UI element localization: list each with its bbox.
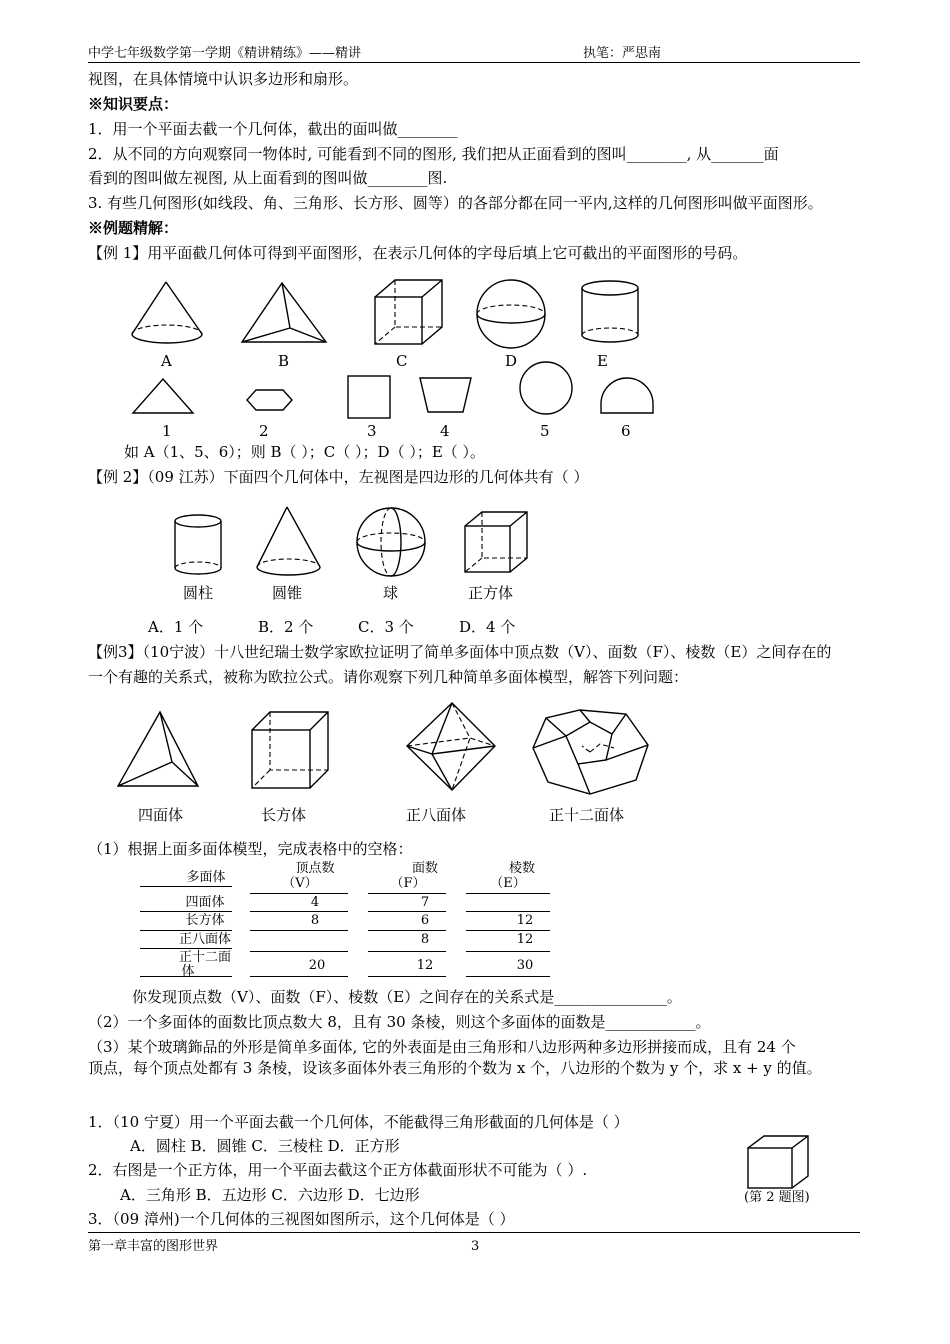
solid-label: B	[278, 352, 290, 370]
table-cell: 12	[416, 958, 434, 973]
knowledge-item: 看到的图叫做左视图, 从上面看到的图叫做________图.	[88, 169, 448, 187]
example-3-line2: 一个有趣的关系式，被称为欧拉公式。请你观察下列几种简单多面体模型，解答下列问题：	[88, 668, 689, 686]
solid-label: A	[161, 352, 172, 370]
table-cell: 7	[420, 895, 430, 910]
question-1b: 你发现顶点数（V）、面数（F）、棱数（E）之间存在的关系式是_______________。	[132, 988, 682, 1006]
exercise-3: 3．（09 漳州)一个几何体的三视图如图所示，这个几何体是（ ）	[88, 1210, 515, 1228]
question-1: （1）根据上面多面体模型，完成表格中的空格：	[88, 840, 413, 858]
table-row-name: 正八面体	[178, 932, 231, 947]
polyhedron-label: 正八面体	[406, 806, 467, 824]
table-cell: 4	[310, 895, 320, 910]
table-row-name: 四面体	[185, 895, 225, 910]
table-header-faces: 面数	[411, 861, 438, 876]
table-row-name: 正十二面	[178, 950, 231, 965]
shape-label: 2	[259, 422, 269, 440]
table-header-faces-sub: （F）	[390, 876, 426, 891]
example-1-text: 【例 1】用平面截几何体可得到平面图形，在表示几何体的字母后填上它可截出的平面图形的号码。	[88, 244, 748, 262]
table-header-edges: 棱数	[508, 861, 535, 876]
solid-label: E	[597, 352, 608, 370]
table-cell: 30	[516, 958, 534, 973]
table-cell: 20	[308, 958, 326, 973]
polyhedron-label: 长方体	[261, 806, 307, 824]
table-header-vertices-sub: （V）	[282, 876, 318, 891]
header-left: 中学七年级数学第一学期《精讲精练》——精讲	[88, 46, 362, 61]
example-1-answer-line: 如 A（1、5、6）；则 B（ ）；C（ ）；D（ ）；E（ ）。	[124, 443, 486, 461]
table-header-vertices: 顶点数	[295, 861, 335, 876]
exercise-2-options: A．三角形 B．五边形 C．六边形 D．七边形	[120, 1186, 420, 1204]
header-right: 执笔：严思南	[583, 46, 662, 61]
solid-label: 圆柱	[183, 584, 214, 602]
polyhedron-label: 四面体	[138, 806, 184, 824]
solid-label: 球	[383, 584, 399, 602]
example-3-line1: 【例3】（10宁波）十八世纪瑞士数学家欧拉证明了简单多面体中顶点数（V）、面数（F）、棱数（E）之间存在的	[88, 643, 832, 661]
shape-label: 1	[162, 422, 172, 440]
option-b: B．2 个	[258, 618, 314, 636]
page-number: 3	[471, 1239, 480, 1254]
solid-label: 圆锥	[272, 584, 303, 602]
shape-label: 6	[621, 422, 631, 440]
polyhedron-label: 正十二面体	[549, 806, 625, 824]
exercise-1: 1．（10 宁夏）用一个平面去截一个几何体，不能截得三角形截面的几何体是（ ）	[88, 1113, 629, 1131]
table-cell: 6	[420, 913, 430, 928]
table-cell: 8	[310, 913, 320, 928]
footer-rule	[88, 1232, 860, 1233]
knowledge-item: 2．从不同的方向观察同一物体时, 可能看到不同的图形, 我们把从正面看到的图叫________, 从_______面	[88, 145, 779, 163]
exercise-2-caption: (第 2 题图)	[744, 1190, 810, 1205]
shape-label: 5	[540, 422, 550, 440]
table-cell: 12	[516, 913, 534, 928]
solid-label: D	[505, 352, 518, 370]
question-3-line1: （3）某个玻璃鉓品的外形是简单多面体, 它的外表面是由三角形和八边形两种多边形拼接而成，且有 24 个	[88, 1038, 796, 1056]
table-header-name: 多面体	[186, 870, 226, 885]
solid-label: 正方体	[468, 584, 514, 602]
exercise-1-options: A．圆柱 B．圆锥 C．三棱柱 D．正方形	[130, 1137, 400, 1155]
solid-label: C	[396, 352, 408, 370]
shape-label: 4	[440, 422, 450, 440]
option-c: C．3 个	[358, 618, 414, 636]
table-row-name: 体	[181, 964, 195, 979]
question-3-line2: 顶点，每个顶点处都有 3 条棱，设该多面体外表三角形的个数为 x 个，八边形的个数为 y 个，求 x + y 的值。	[88, 1059, 822, 1077]
examples-title: ※例题精解：	[88, 219, 179, 237]
table-row-name: 长方体	[185, 913, 225, 928]
option-d: D．4 个	[459, 618, 516, 636]
table-cell: 12	[516, 932, 534, 947]
knowledge-item: 1．用一个平面去截一个几何体，截出的面叫做________	[88, 120, 458, 138]
knowledge-item: 3. 有些几何图形(如线段、角、三角形、长方形、圆等）的各部分都在同一平内,这样的几何图形叫做平面图形。	[88, 194, 823, 212]
option-a: A．1 个	[148, 618, 204, 636]
exercise-2: 2．右图是一个正方体，用一个平面去截这个正方体截面形状不可能为（ ）.	[88, 1161, 588, 1179]
table-header-edges-sub: （E）	[490, 876, 526, 891]
table-cell: 8	[420, 932, 430, 947]
footer-left: 第一章丰富的图形世界	[88, 1239, 219, 1254]
shape-label: 3	[367, 422, 377, 440]
example-2-text: 【例 2】（09 江苏）下面四个几何体中，左视图是四边形的几何体共有（ ）	[88, 468, 589, 486]
intro-text: 视图，在具体情境中认识多边形和扇形。	[88, 70, 359, 88]
question-2: （2）一个多面体的面数比顶点数大 8，且有 30 条棱，则这个多面体的面数是____________。	[88, 1013, 711, 1031]
knowledge-title: ※知识要点：	[88, 95, 179, 113]
